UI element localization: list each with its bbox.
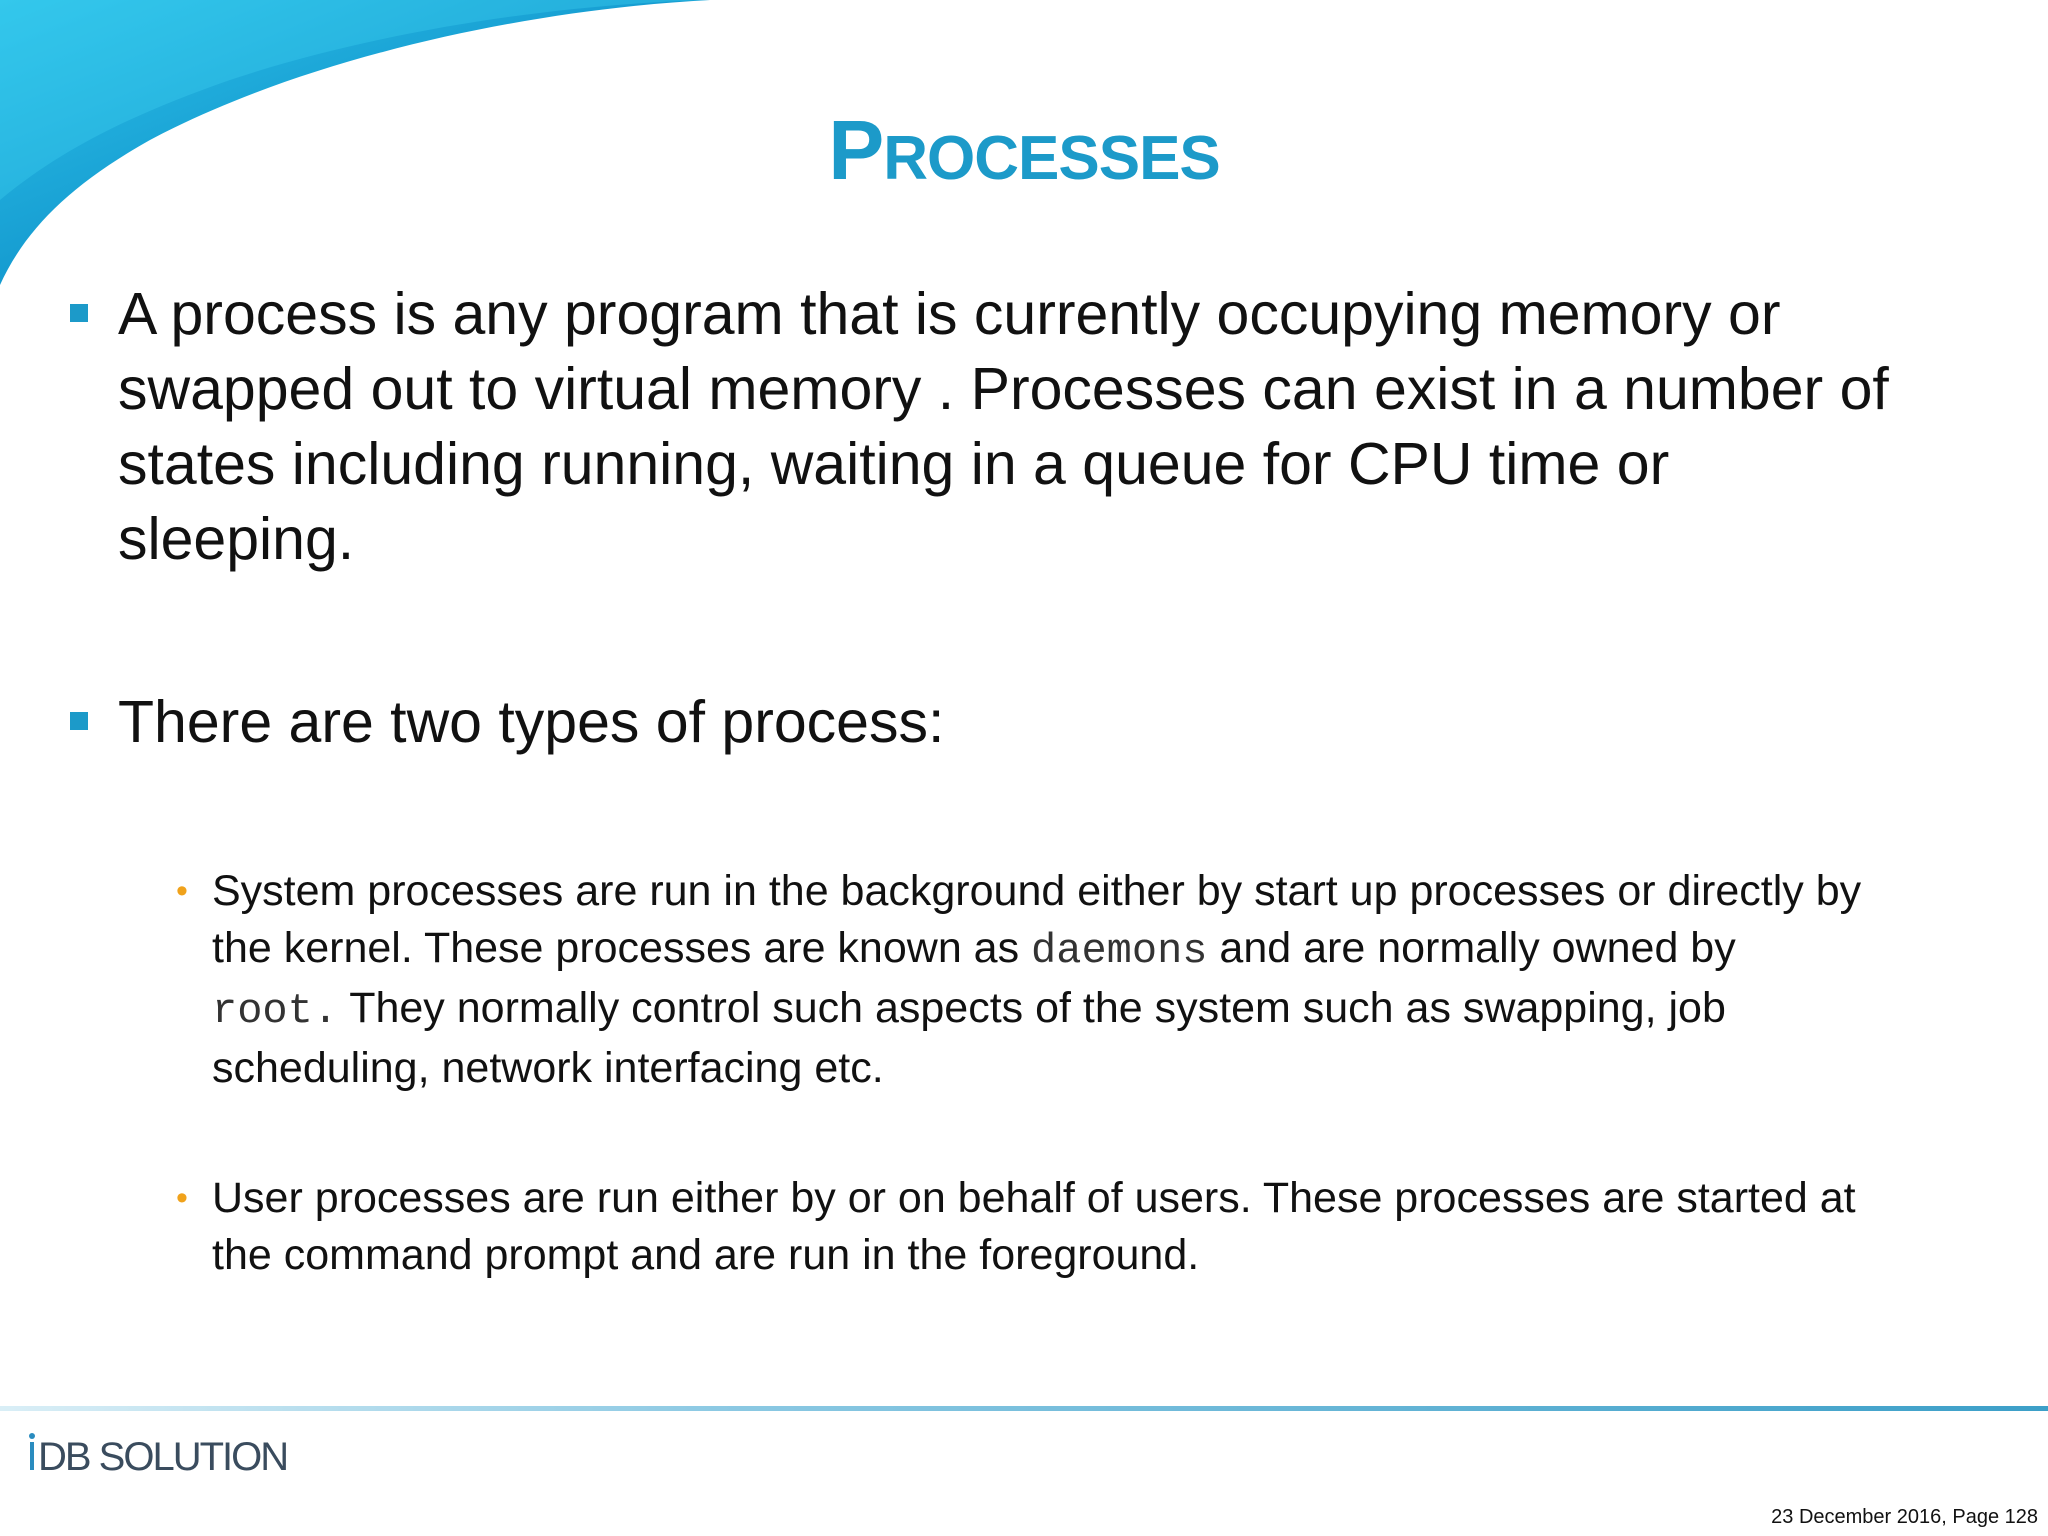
sub-bullet-line: the command prompt and are run in the foreground. bbox=[212, 1231, 1200, 1279]
bullet-line: sleeping. bbox=[118, 506, 355, 572]
bullet-line: A process is any program that is currently occupying memory or bbox=[118, 281, 1781, 347]
square-bullet-icon bbox=[70, 712, 88, 730]
title-rest: ROCESSES bbox=[883, 124, 1220, 193]
sub-bullet-line: scheduling, network interfacing etc. bbox=[212, 1044, 884, 1092]
code-daemons: daemons bbox=[1031, 927, 1208, 975]
sub-bullet-line: the kernel. These processes are known as daemons and are normally owned by bbox=[212, 924, 1736, 975]
sub-bullet-line: System processes are run in the background either by start up processes or directly by bbox=[212, 867, 1862, 915]
bullet-process-types bbox=[118, 685, 2038, 760]
sub-bullet-line: User processes are run either by or on behalf of users. These processes are started at bbox=[212, 1174, 1856, 1222]
sub-bullet-line: root. They normally control such aspects of the system such as swapping, job bbox=[212, 984, 1726, 1035]
bullet-line: states including running, waiting in a queue for CPU time or bbox=[118, 431, 1670, 497]
company-logo bbox=[26, 1428, 286, 1480]
slide-title bbox=[0, 103, 2048, 197]
dot-bullet-icon: • bbox=[176, 1179, 188, 1217]
db-solutions-logo-icon bbox=[26, 1428, 286, 1480]
square-bullet-icon bbox=[70, 304, 88, 322]
sub-bullet-user-processes bbox=[212, 1170, 2038, 1284]
bullet-line: There are two types of process: bbox=[118, 689, 945, 755]
code-root: root. bbox=[212, 987, 339, 1035]
bullet-line: swapped out to virtual memory . Processes can exist in a number of bbox=[118, 356, 1889, 422]
dot-bullet-icon: • bbox=[176, 872, 188, 910]
sub-bullet-system-processes bbox=[212, 863, 2038, 1097]
title-first-letter: P bbox=[828, 103, 884, 197]
bullet-process-definition bbox=[118, 277, 2038, 577]
logo-text: DB SOLUTIONS bbox=[38, 1435, 286, 1479]
footer-divider bbox=[0, 1406, 2048, 1411]
footer-date-page: 23 December 2016, Page 128 bbox=[1771, 1506, 2038, 1528]
